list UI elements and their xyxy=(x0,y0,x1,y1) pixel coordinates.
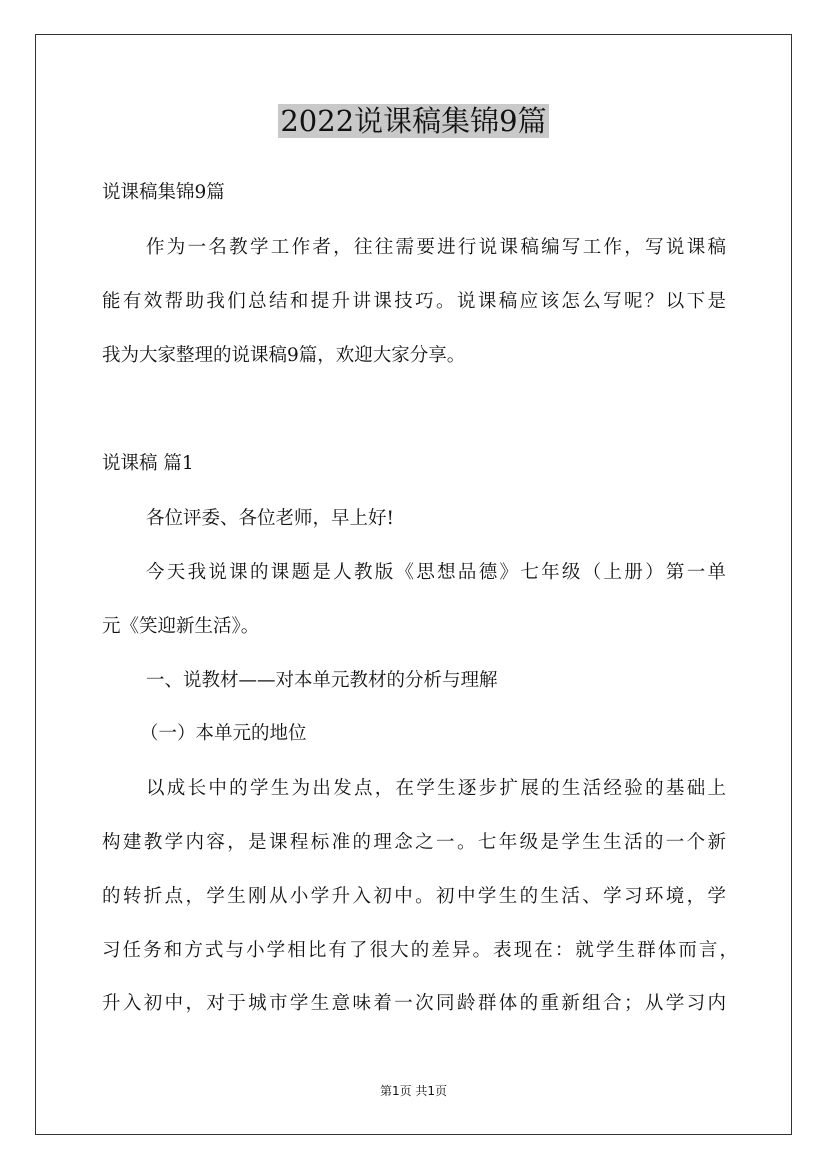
intro-line: 能有效帮助我们总结和提升讲课技巧。说课稿应该怎么写呢？以下是 xyxy=(102,291,726,312)
part-heading: 一、说教材——对本单元教材的分析与理解 xyxy=(146,670,498,691)
body-line: 以成长中的学生为出发点，在学生逐步扩展的生活经验的基础上 xyxy=(146,778,726,799)
body-line: 的转折点，学生刚从小学升入初中。初中学生的生活、学习环境，学 xyxy=(102,886,726,907)
topic-line: 元《笑迎新生活》。 xyxy=(102,616,260,637)
section-heading: 说课稿 篇1 xyxy=(102,453,194,474)
document-subtitle: 说课稿集锦9篇 xyxy=(102,182,225,203)
page-number: 第1页 共1页 xyxy=(379,1084,448,1098)
intro-line: 作为一名教学工作者，往往需要进行说课稿编写工作，写说课稿 xyxy=(146,237,726,258)
body-line: 习任务和方式与小学相比有了很大的差异。表现在：就学生群体而言， xyxy=(102,940,738,961)
topic-line: 今天我说课的课题是人教版《思想品德》七年级（上册）第一单 xyxy=(146,562,726,583)
intro-line: 我为大家整理的说课稿9篇，欢迎大家分享。 xyxy=(102,345,466,366)
document-title: 2022说课稿集锦9篇 xyxy=(280,104,547,138)
body-line: 构建教学内容，是课程标准的理念之一。七年级是学生生活的一个新 xyxy=(102,832,726,853)
greeting-line: 各位评委、各位老师，早上好! xyxy=(146,508,394,529)
sub-heading: （一）本单元的地位 xyxy=(140,723,307,744)
body-line: 升入初中，对于城市学生意味着一次同龄群体的重新组合；从学习内 xyxy=(102,993,726,1014)
